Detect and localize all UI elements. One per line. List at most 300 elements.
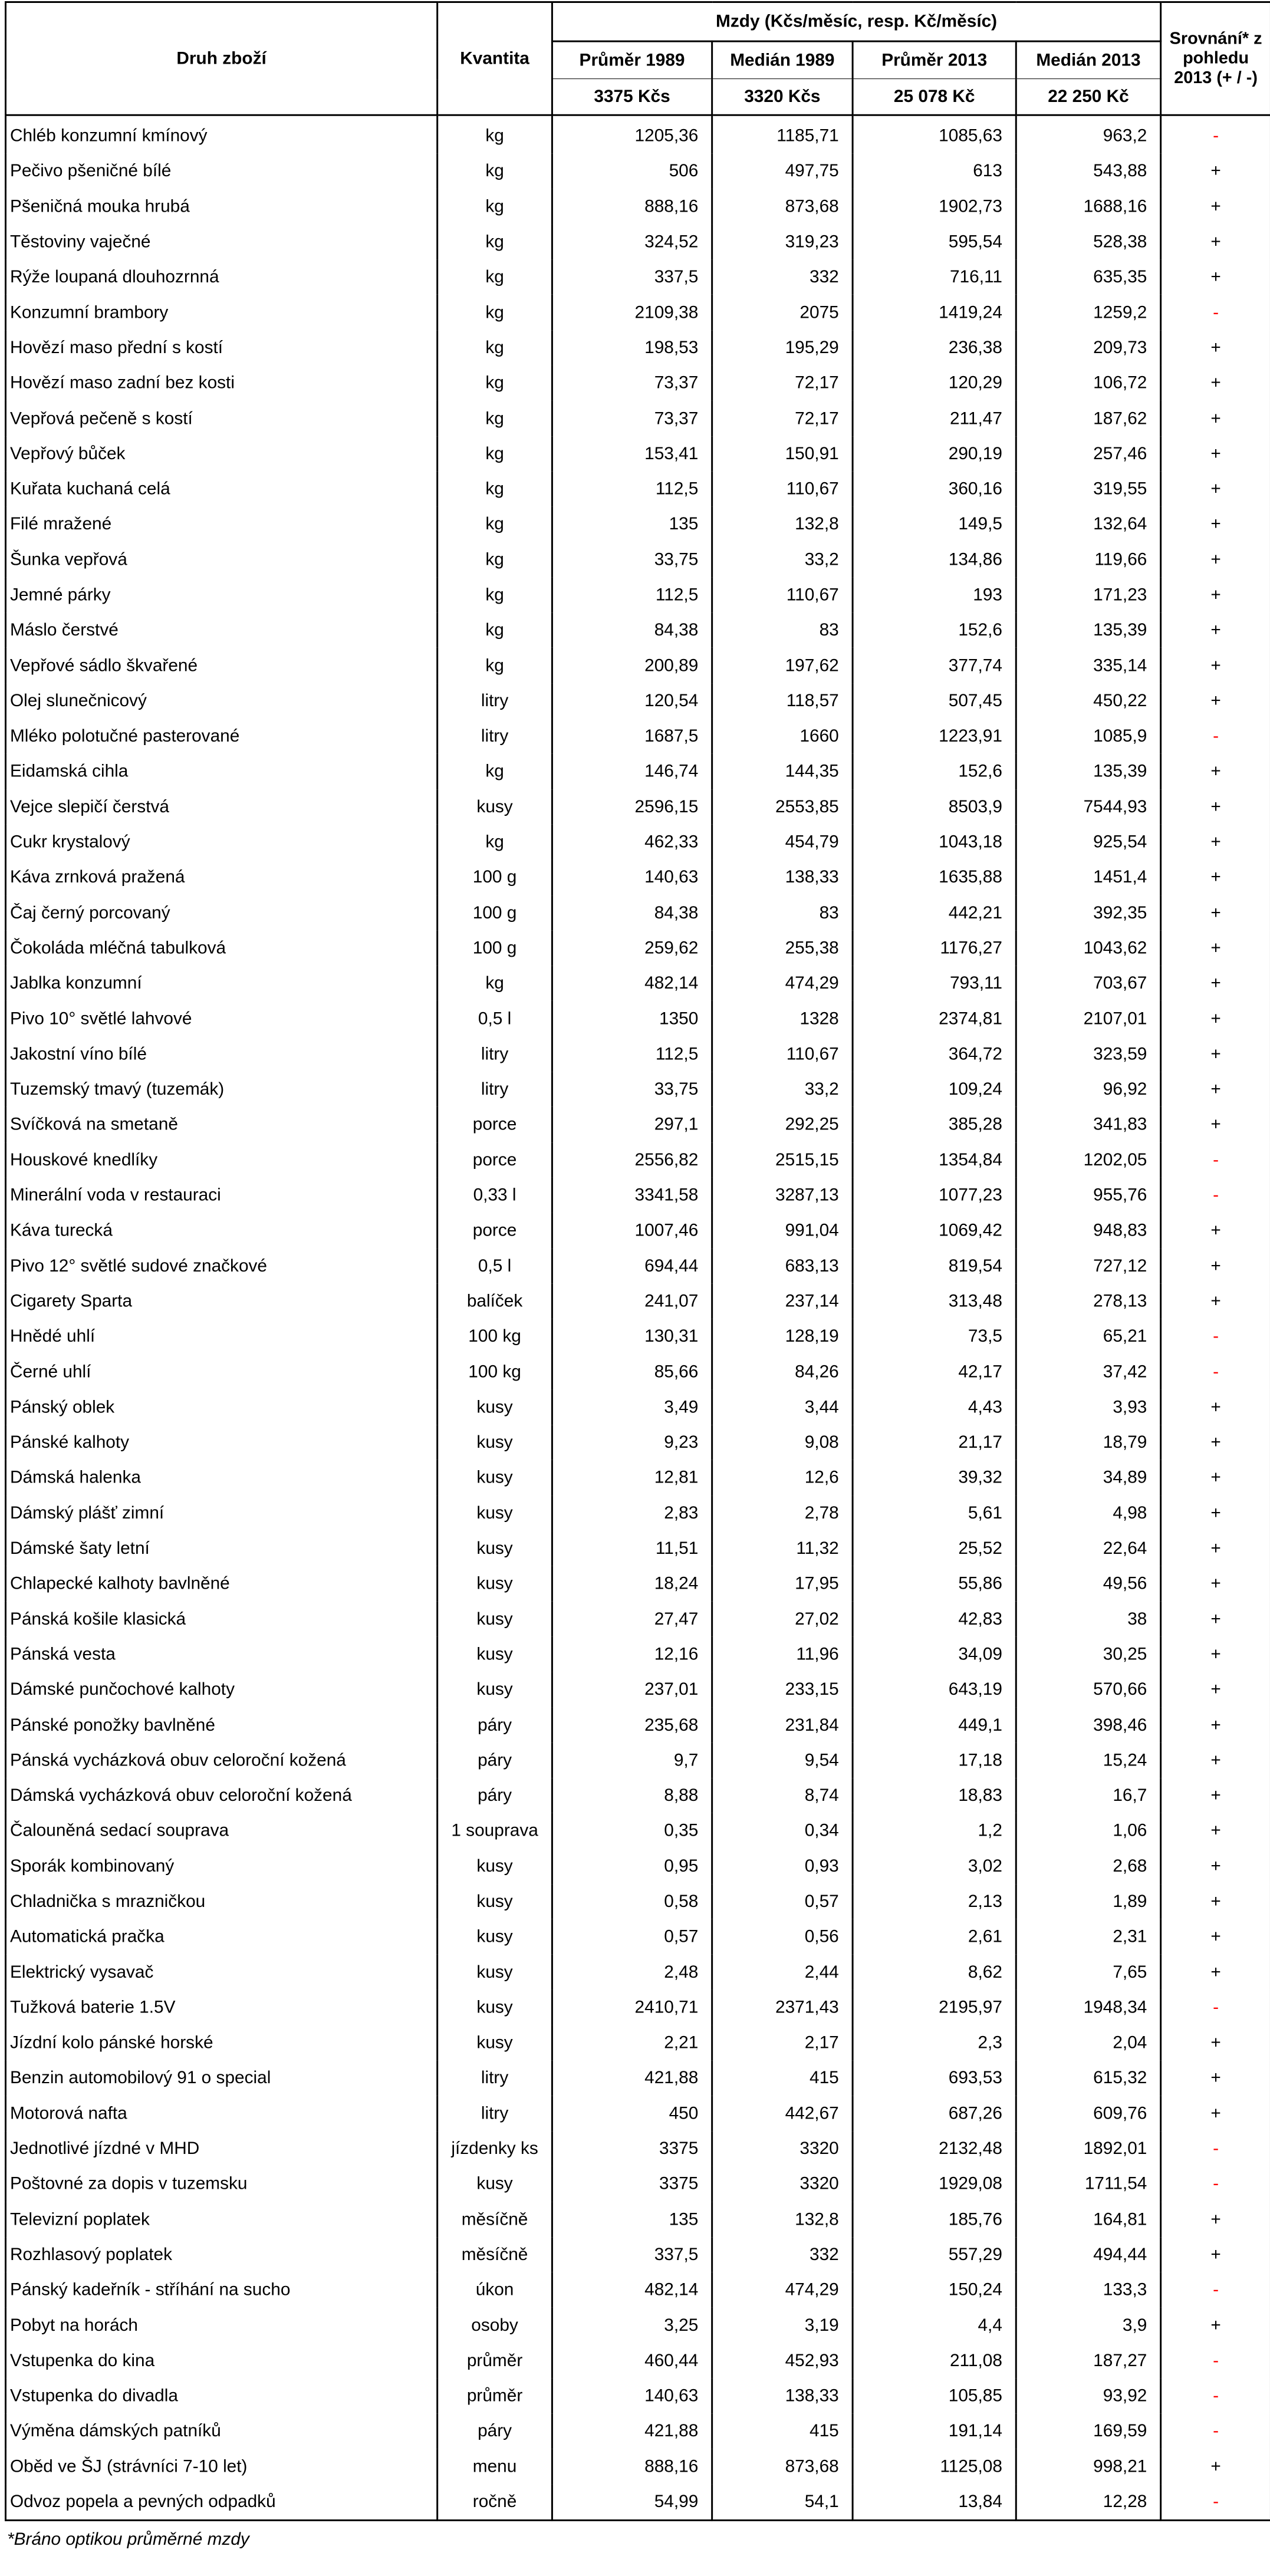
avg-1989-value: 888,16 (552, 189, 712, 225)
avg-1989-value: 130,31 (552, 1319, 712, 1354)
median-2013-value: 1085,9 (1016, 719, 1160, 754)
median-2013-value: 528,38 (1016, 224, 1160, 259)
avg-1989-value: 200,89 (552, 648, 712, 683)
avg-2013-value: 2,13 (853, 1884, 1016, 1919)
median-1989-value: 195,29 (712, 330, 853, 365)
median-1989-value: 110,67 (712, 577, 853, 612)
comparison-sign: + (1161, 577, 1270, 612)
product-name: Pánský kadeřník - stříhání na sucho (5, 2272, 437, 2308)
table-row (5, 1778, 1270, 1813)
table-row (5, 2060, 1270, 2096)
quantity-unit: kusy (437, 1460, 552, 1495)
avg-2013-value: 360,16 (853, 472, 1016, 507)
median-2013-value: 948,83 (1016, 1213, 1160, 1249)
quantity-unit: 0,33 l (437, 1178, 552, 1213)
quantity-unit: kg (437, 259, 552, 295)
comparison-sign: + (1161, 2060, 1270, 2096)
comparison-sign: + (1161, 1249, 1270, 1284)
product-name: Chladnička s mrazničkou (5, 1884, 437, 1919)
avg-1989-value: 18,24 (552, 1566, 712, 1602)
product-name: Pivo 12° světlé sudové značkové (5, 1249, 437, 1284)
quantity-unit: porce (437, 1107, 552, 1142)
product-name: Mléko polotučné pasterované (5, 719, 437, 754)
table-row (5, 154, 1270, 189)
product-name: Pobyt na horách (5, 2308, 437, 2343)
avg-2013-value: 687,26 (853, 2096, 1016, 2131)
median-1989-value: 54,1 (712, 2484, 853, 2520)
median-2013-value: 2107,01 (1016, 1001, 1160, 1036)
median-2013-value: 7544,93 (1016, 789, 1160, 825)
avg-2013-value: 109,24 (853, 1072, 1016, 1107)
avg-1989-value: 0,35 (552, 1813, 712, 1849)
comparison-sign: + (1161, 1001, 1270, 1036)
avg-1989-value: 12,81 (552, 1460, 712, 1495)
median-1989-value: 8,74 (712, 1778, 853, 1813)
avg-1989-value: 237,01 (552, 1672, 712, 1708)
avg-1989-value: 9,23 (552, 1425, 712, 1460)
header-avg-1989-value: 3375 Kčs (552, 79, 712, 116)
median-1989-value: 33,2 (712, 1072, 853, 1107)
table-row (5, 1425, 1270, 1460)
median-2013-value: 209,73 (1016, 330, 1160, 365)
quantity-unit: litry (437, 1036, 552, 1072)
comparison-sign: + (1161, 860, 1270, 895)
comparison-sign: + (1161, 1284, 1270, 1319)
median-2013-value: 494,44 (1016, 2237, 1160, 2272)
median-1989-value: 84,26 (712, 1354, 853, 1389)
table-row (5, 1460, 1270, 1495)
median-1989-value: 17,95 (712, 1566, 853, 1602)
comparison-sign: + (1161, 648, 1270, 683)
avg-1989-value: 9,7 (552, 1742, 712, 1778)
median-2013-value: 34,89 (1016, 1460, 1160, 1495)
price-table-container (5, 1, 1270, 2549)
comparison-sign: + (1161, 1849, 1270, 1884)
median-1989-value: 27,02 (712, 1602, 853, 1637)
product-name: Poštovné za dopis v tuzemsku (5, 2166, 437, 2202)
table-row (5, 2379, 1270, 2414)
table-row (5, 2096, 1270, 2131)
avg-1989-value: 112,5 (552, 472, 712, 507)
product-name: Káva zrnková pražená (5, 860, 437, 895)
median-1989-value: 454,79 (712, 825, 853, 860)
median-1989-value: 319,23 (712, 224, 853, 259)
median-2013-value: 171,23 (1016, 577, 1160, 612)
table-row (5, 931, 1270, 966)
avg-1989-value: 1687,5 (552, 719, 712, 754)
table-row (5, 1919, 1270, 1955)
comparison-sign: + (1161, 1566, 1270, 1602)
avg-1989-value: 1007,46 (552, 1213, 712, 1249)
avg-2013-value: 105,85 (853, 2379, 1016, 2414)
quantity-unit: 100 g (437, 931, 552, 966)
quantity-unit: kg (437, 154, 552, 189)
comparison-sign: + (1161, 825, 1270, 860)
product-name: Výměna dámských patníků (5, 2414, 437, 2449)
comparison-sign: - (1161, 2484, 1270, 2520)
median-2013-value: 1948,34 (1016, 1990, 1160, 2025)
quantity-unit: balíček (437, 1284, 552, 1319)
table-row (5, 1142, 1270, 1178)
quantity-unit: 0,5 l (437, 1001, 552, 1036)
product-name: Čaj černý porcovaný (5, 895, 437, 931)
table-row (5, 365, 1270, 401)
avg-2013-value: 18,83 (853, 1778, 1016, 1813)
table-row (5, 860, 1270, 895)
product-name: Filé mražené (5, 507, 437, 542)
comparison-sign: + (1161, 2202, 1270, 2237)
product-name: Odvoz popela a pevných odpadků (5, 2484, 437, 2520)
avg-2013-value: 2,3 (853, 2025, 1016, 2061)
median-1989-value: 11,96 (712, 1637, 853, 1672)
comparison-sign: + (1161, 365, 1270, 401)
comparison-sign: + (1161, 612, 1270, 648)
avg-1989-value: 3,25 (552, 2308, 712, 2343)
median-1989-value: 138,33 (712, 860, 853, 895)
median-2013-value: 335,14 (1016, 648, 1160, 683)
quantity-unit: 100 kg (437, 1319, 552, 1354)
avg-1989-value: 2,21 (552, 2025, 712, 2061)
median-1989-value: 11,32 (712, 1531, 853, 1566)
avg-1989-value: 112,5 (552, 577, 712, 612)
median-1989-value: 231,84 (712, 1707, 853, 1742)
product-name: Jízdní kolo pánské horské (5, 2025, 437, 2061)
comparison-sign: + (1161, 895, 1270, 931)
comparison-sign: + (1161, 1884, 1270, 1919)
quantity-unit: kg (437, 612, 552, 648)
median-2013-value: 257,46 (1016, 436, 1160, 472)
table-row (5, 1178, 1270, 1213)
product-name: Eidamská cihla (5, 754, 437, 789)
median-1989-value: 233,15 (712, 1672, 853, 1708)
table-row (5, 719, 1270, 754)
quantity-unit: měsíčně (437, 2237, 552, 2272)
avg-1989-value: 462,33 (552, 825, 712, 860)
quantity-unit: páry (437, 1778, 552, 1813)
comparison-sign: + (1161, 1637, 1270, 1672)
avg-2013-value: 1176,27 (853, 931, 1016, 966)
comparison-sign: - (1161, 2379, 1270, 2414)
table-row (5, 789, 1270, 825)
median-2013-value: 164,81 (1016, 2202, 1160, 2237)
median-1989-value: 128,19 (712, 1319, 853, 1354)
avg-2013-value: 643,19 (853, 1672, 1016, 1708)
quantity-unit: litry (437, 1072, 552, 1107)
table-row (5, 2414, 1270, 2449)
table-row (5, 1354, 1270, 1389)
avg-1989-value: 140,63 (552, 860, 712, 895)
median-2013-value: 341,83 (1016, 1107, 1160, 1142)
avg-2013-value: 13,84 (853, 2484, 1016, 2520)
product-name: Dámská halenka (5, 1460, 437, 1495)
median-2013-value: 955,76 (1016, 1178, 1160, 1213)
avg-2013-value: 313,48 (853, 1284, 1016, 1319)
quantity-unit: kg (437, 365, 552, 401)
quantity-unit: kusy (437, 1425, 552, 1460)
avg-1989-value: 140,63 (552, 2379, 712, 2414)
quantity-unit: páry (437, 2414, 552, 2449)
product-name: Vepřové sádlo škvařené (5, 648, 437, 683)
avg-1989-value: 506 (552, 154, 712, 189)
avg-2013-value: 55,86 (853, 1566, 1016, 1602)
avg-2013-value: 1223,91 (853, 719, 1016, 754)
quantity-unit: 100 g (437, 860, 552, 895)
table-row (5, 1813, 1270, 1849)
avg-1989-value: 73,37 (552, 401, 712, 436)
avg-1989-value: 421,88 (552, 2060, 712, 2096)
median-1989-value: 3320 (712, 2131, 853, 2166)
avg-2013-value: 2,61 (853, 1919, 1016, 1955)
avg-1989-value: 235,68 (552, 1707, 712, 1742)
product-name: Černé uhlí (5, 1354, 437, 1389)
avg-2013-value: 236,38 (853, 330, 1016, 365)
avg-1989-value: 198,53 (552, 330, 712, 365)
avg-1989-value: 324,52 (552, 224, 712, 259)
comparison-sign: - (1161, 1178, 1270, 1213)
table-row (5, 2343, 1270, 2379)
median-2013-value: 398,46 (1016, 1707, 1160, 1742)
table-row (5, 542, 1270, 578)
avg-2013-value: 8503,9 (853, 789, 1016, 825)
avg-2013-value: 2374,81 (853, 1001, 1016, 1036)
table-row (5, 1602, 1270, 1637)
comparison-sign: + (1161, 683, 1270, 719)
comparison-sign: + (1161, 330, 1270, 365)
median-1989-value: 2075 (712, 295, 853, 330)
product-name: Tužková baterie 1.5V (5, 1990, 437, 2025)
product-name: Rozhlasový poplatek (5, 2237, 437, 2272)
avg-2013-value: 613 (853, 154, 1016, 189)
avg-2013-value: 290,19 (853, 436, 1016, 472)
header-median-2013: Medián 2013 (1016, 41, 1160, 79)
median-2013-value: 609,76 (1016, 2096, 1160, 2131)
product-name: Tuzemský tmavý (tuzemák) (5, 1072, 437, 1107)
quantity-unit: kg (437, 577, 552, 612)
median-2013-value: 319,55 (1016, 472, 1160, 507)
median-1989-value: 72,17 (712, 365, 853, 401)
comparison-sign: + (1161, 542, 1270, 578)
quantity-unit: kg (437, 754, 552, 789)
avg-2013-value: 716,11 (853, 259, 1016, 295)
avg-1989-value: 120,54 (552, 683, 712, 719)
median-2013-value: 133,3 (1016, 2272, 1160, 2308)
comparison-sign: - (1161, 2343, 1270, 2379)
median-1989-value: 110,67 (712, 1036, 853, 1072)
avg-1989-value: 85,66 (552, 1354, 712, 1389)
avg-2013-value: 152,6 (853, 612, 1016, 648)
avg-1989-value: 84,38 (552, 895, 712, 931)
median-1989-value: 3,19 (712, 2308, 853, 2343)
quantity-unit: průměr (437, 2343, 552, 2379)
product-name: Elektrický vysavač (5, 1955, 437, 1990)
comparison-sign: + (1161, 1531, 1270, 1566)
avg-2013-value: 819,54 (853, 1249, 1016, 1284)
median-1989-value: 72,17 (712, 401, 853, 436)
quantity-unit: kusy (437, 1955, 552, 1990)
product-name: Houskové knedlíky (5, 1142, 437, 1178)
table-row (5, 1672, 1270, 1708)
table-row (5, 648, 1270, 683)
product-name: Pánská vesta (5, 1637, 437, 1672)
median-2013-value: 37,42 (1016, 1354, 1160, 1389)
median-1989-value: 2553,85 (712, 789, 853, 825)
quantity-unit: kusy (437, 1389, 552, 1425)
product-name: Svíčková na smetaně (5, 1107, 437, 1142)
product-name: Pánská košile klasická (5, 1602, 437, 1637)
product-name: Káva turecká (5, 1213, 437, 1249)
avg-1989-value: 2,48 (552, 1955, 712, 1990)
quantity-unit: litry (437, 683, 552, 719)
quantity-unit: porce (437, 1142, 552, 1178)
quantity-unit: kusy (437, 1849, 552, 1884)
table-row (5, 895, 1270, 931)
comparison-sign: - (1161, 115, 1270, 153)
quantity-unit: porce (437, 1213, 552, 1249)
median-1989-value: 873,68 (712, 189, 853, 225)
product-name: Vepřová pečeně s kostí (5, 401, 437, 436)
avg-1989-value: 482,14 (552, 966, 712, 1001)
median-1989-value: 3,44 (712, 1389, 853, 1425)
table-row (5, 1072, 1270, 1107)
header-product: Druh zboží (5, 2, 437, 115)
product-name: Rýže loupaná dlouhozrnná (5, 259, 437, 295)
median-1989-value: 415 (712, 2060, 853, 2096)
median-2013-value: 392,35 (1016, 895, 1160, 931)
quantity-unit: úkon (437, 2272, 552, 2308)
median-2013-value: 135,39 (1016, 754, 1160, 789)
comparison-sign: + (1161, 154, 1270, 189)
avg-1989-value: 33,75 (552, 542, 712, 578)
avg-1989-value: 241,07 (552, 1284, 712, 1319)
quantity-unit: 1 souprava (437, 1813, 552, 1849)
avg-2013-value: 1125,08 (853, 2449, 1016, 2484)
quantity-unit: menu (437, 2449, 552, 2484)
table-row (5, 1955, 1270, 1990)
avg-2013-value: 211,47 (853, 401, 1016, 436)
table-row (5, 1213, 1270, 1249)
comparison-sign: - (1161, 1319, 1270, 1354)
table-row (5, 224, 1270, 259)
median-2013-value: 278,13 (1016, 1284, 1160, 1319)
avg-2013-value: 211,08 (853, 2343, 1016, 2379)
median-1989-value: 1185,71 (712, 115, 853, 153)
table-row (5, 825, 1270, 860)
table-row (5, 1990, 1270, 2025)
median-1989-value: 0,34 (712, 1813, 853, 1849)
quantity-unit: páry (437, 1707, 552, 1742)
table-row (5, 1566, 1270, 1602)
comparison-sign: + (1161, 1460, 1270, 1495)
median-2013-value: 635,35 (1016, 259, 1160, 295)
quantity-unit: kg (437, 330, 552, 365)
product-name: Hovězí maso zadní bez kosti (5, 365, 437, 401)
median-2013-value: 18,79 (1016, 1425, 1160, 1460)
table-row (5, 2449, 1270, 2484)
header-avg-2013-value: 25 078 Kč (853, 79, 1016, 116)
quantity-unit: kusy (437, 1531, 552, 1566)
median-1989-value: 138,33 (712, 2379, 853, 2414)
comparison-sign: + (1161, 224, 1270, 259)
quantity-unit: kg (437, 436, 552, 472)
comparison-sign: + (1161, 1742, 1270, 1778)
table-row (5, 1531, 1270, 1566)
table-row (5, 507, 1270, 542)
median-2013-value: 323,59 (1016, 1036, 1160, 1072)
median-2013-value: 727,12 (1016, 1249, 1160, 1284)
avg-1989-value: 8,88 (552, 1778, 712, 1813)
avg-2013-value: 149,5 (853, 507, 1016, 542)
header-avg-2013: Průměr 2013 (853, 41, 1016, 79)
median-2013-value: 22,64 (1016, 1531, 1160, 1566)
table-row (5, 115, 1270, 153)
product-name: Minerální voda v restauraci (5, 1178, 437, 1213)
avg-2013-value: 595,54 (853, 224, 1016, 259)
avg-2013-value: 42,17 (853, 1354, 1016, 1389)
median-2013-value: 1202,05 (1016, 1142, 1160, 1178)
quantity-unit: páry (437, 1742, 552, 1778)
comparison-sign: - (1161, 1354, 1270, 1389)
table-row (5, 1707, 1270, 1742)
median-1989-value: 237,14 (712, 1284, 853, 1319)
product-name: Oběd ve ŠJ (strávníci 7-10 let) (5, 2449, 437, 2484)
median-2013-value: 1,89 (1016, 1884, 1160, 1919)
avg-1989-value: 3,49 (552, 1389, 712, 1425)
median-2013-value: 450,22 (1016, 683, 1160, 719)
avg-1989-value: 694,44 (552, 1249, 712, 1284)
median-1989-value: 2,17 (712, 2025, 853, 2061)
avg-1989-value: 482,14 (552, 2272, 712, 2308)
comparison-sign: + (1161, 1213, 1270, 1249)
median-1989-value: 3287,13 (712, 1178, 853, 1213)
median-1989-value: 255,38 (712, 931, 853, 966)
quantity-unit: litry (437, 2096, 552, 2131)
avg-2013-value: 364,72 (853, 1036, 1016, 1072)
comparison-sign: + (1161, 2237, 1270, 2272)
product-name: Hnědé uhlí (5, 1319, 437, 1354)
table-row (5, 2166, 1270, 2202)
median-2013-value: 615,32 (1016, 2060, 1160, 2096)
comparison-sign: + (1161, 1955, 1270, 1990)
avg-1989-value: 11,51 (552, 1531, 712, 1566)
median-2013-value: 998,21 (1016, 2449, 1160, 2484)
quantity-unit: litry (437, 719, 552, 754)
avg-1989-value: 27,47 (552, 1602, 712, 1637)
comparison-sign: + (1161, 931, 1270, 966)
median-1989-value: 497,75 (712, 154, 853, 189)
table-row (5, 189, 1270, 225)
comparison-sign: + (1161, 1919, 1270, 1955)
median-2013-value: 30,25 (1016, 1637, 1160, 1672)
table-row (5, 2025, 1270, 2061)
product-name: Vejce slepičí čerstvá (5, 789, 437, 825)
median-1989-value: 118,57 (712, 683, 853, 719)
median-1989-value: 9,08 (712, 1425, 853, 1460)
table-row (5, 2272, 1270, 2308)
product-name: Pánská vycházková obuv celoroční kožená (5, 1742, 437, 1778)
median-2013-value: 703,67 (1016, 966, 1160, 1001)
product-name: Pšeničná mouka hrubá (5, 189, 437, 225)
table-row (5, 577, 1270, 612)
quantity-unit: 100 kg (437, 1354, 552, 1389)
product-name: Pánské ponožky bavlněné (5, 1707, 437, 1742)
avg-1989-value: 2,83 (552, 1495, 712, 1531)
comparison-sign: + (1161, 1425, 1270, 1460)
product-name: Sporák kombinovaný (5, 1849, 437, 1884)
avg-2013-value: 507,45 (853, 683, 1016, 719)
median-1989-value: 3320 (712, 2166, 853, 2202)
median-2013-value: 7,65 (1016, 1955, 1160, 1990)
table-row (5, 1001, 1270, 1036)
